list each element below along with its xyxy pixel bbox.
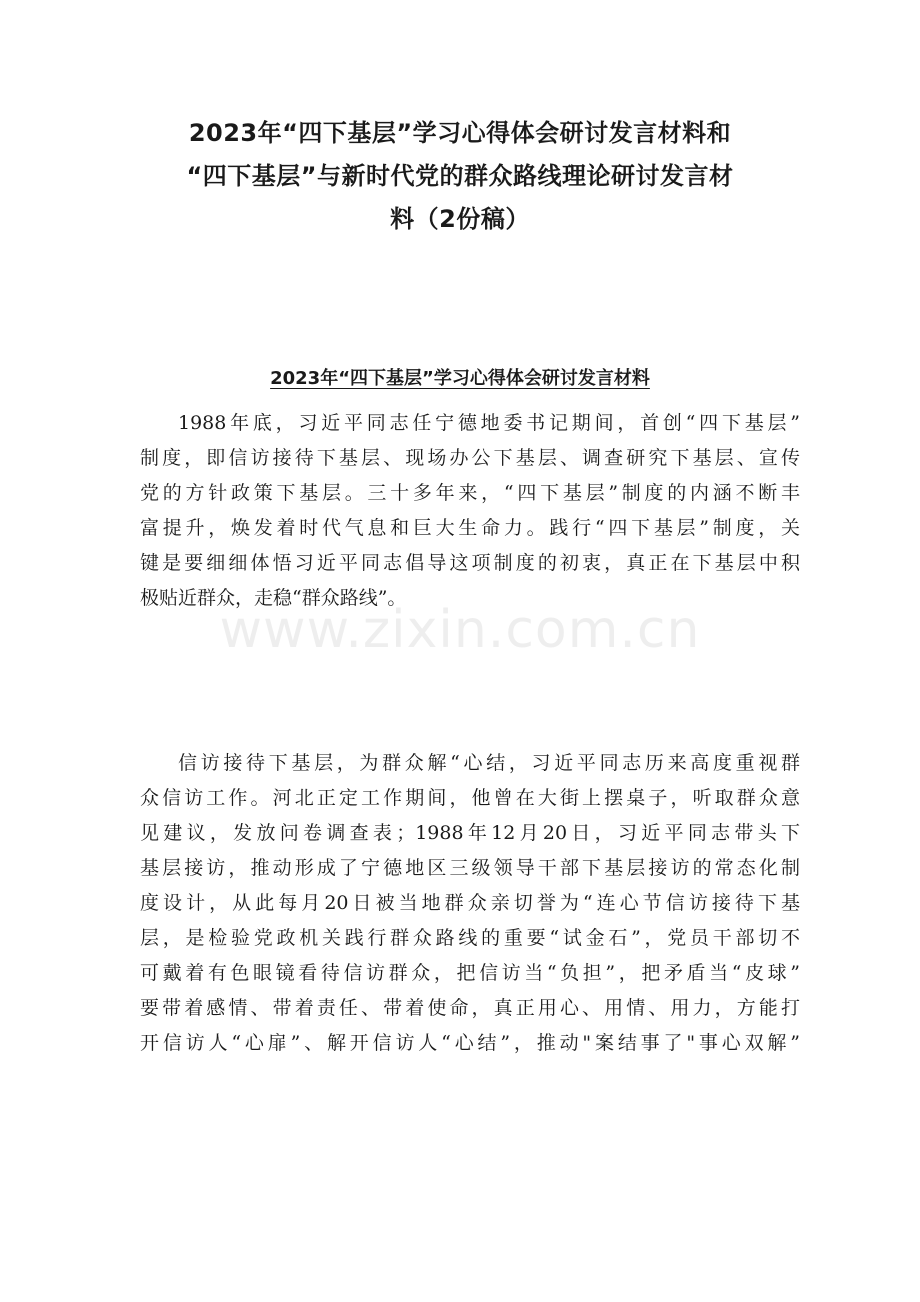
- paragraph-1: [140, 406, 800, 616]
- title-line: “四下基层”与新时代党的群众路线理论研讨发言材: [186, 162, 734, 190]
- section-title: [140, 366, 780, 392]
- watermark: www.zixin.com.cn: [219, 600, 701, 660]
- paragraph-line: 要带着感情、带着责任、带着使命，真正用心、用情、用力，方能打: [140, 997, 800, 1019]
- paragraph-line: 基层接访，推动形成了宁德地区三级领导干部下基层接访的常态化制: [140, 857, 800, 879]
- paragraph-line: 可戴着有色眼镜看待信访群众，把信访当“负担”，把矛盾当“皮球”: [140, 962, 800, 984]
- paragraph-line: 键是要细细体悟习近平同志倡导这项制度的初衷，真正在下基层中积: [140, 552, 800, 574]
- document-title: [120, 112, 800, 241]
- paragraph-line: 制度，即信访接待下基层、现场办公下基层、调查研究下基层、宣传: [140, 447, 800, 469]
- title-line: 料（2份稿）: [390, 205, 530, 233]
- paragraph-line: 极贴近群众，走稳“群众路线”。: [140, 587, 407, 609]
- paragraph-line: 度设计，从此每月20日被当地群众亲切誉为“连心节信访接待下基: [140, 892, 800, 914]
- paragraph-line: 层，是检验党政机关践行群众路线的重要“试金石”，党员干部切不: [140, 927, 800, 949]
- paragraph-line: 富提升，焕发着时代气息和巨大生命力。践行“四下基层”制度，关: [140, 517, 800, 539]
- paragraph-line: 见建议，发放问卷调查表；1988年12月20日，习近平同志带头下: [140, 822, 800, 844]
- paragraph-line: 众信访工作。河北正定工作期间，他曾在大街上摆桌子，听取群众意: [140, 787, 800, 809]
- paragraph-line: 党的方针政策下基层。三十多年来，“四下基层”制度的内涵不断丰: [140, 482, 800, 504]
- paragraph-line: 1988年底，习近平同志任宁德地委书记期间，首创“四下基层”: [178, 412, 800, 434]
- paragraph-line: 开信访人“心扉”、解开信访人“心结”，推动"案结事了"事心双解”: [140, 1032, 800, 1054]
- title-line: 2023年“四下基层”学习心得体会研讨发言材料和: [188, 119, 732, 147]
- paragraph-line: 信访接待下基层，为群众解“心结，习近平同志历来高度重视群: [178, 752, 800, 774]
- paragraph-2: [140, 746, 800, 1061]
- section-title-text: 2023年“四下基层”学习心得体会研讨发言材料: [270, 368, 650, 389]
